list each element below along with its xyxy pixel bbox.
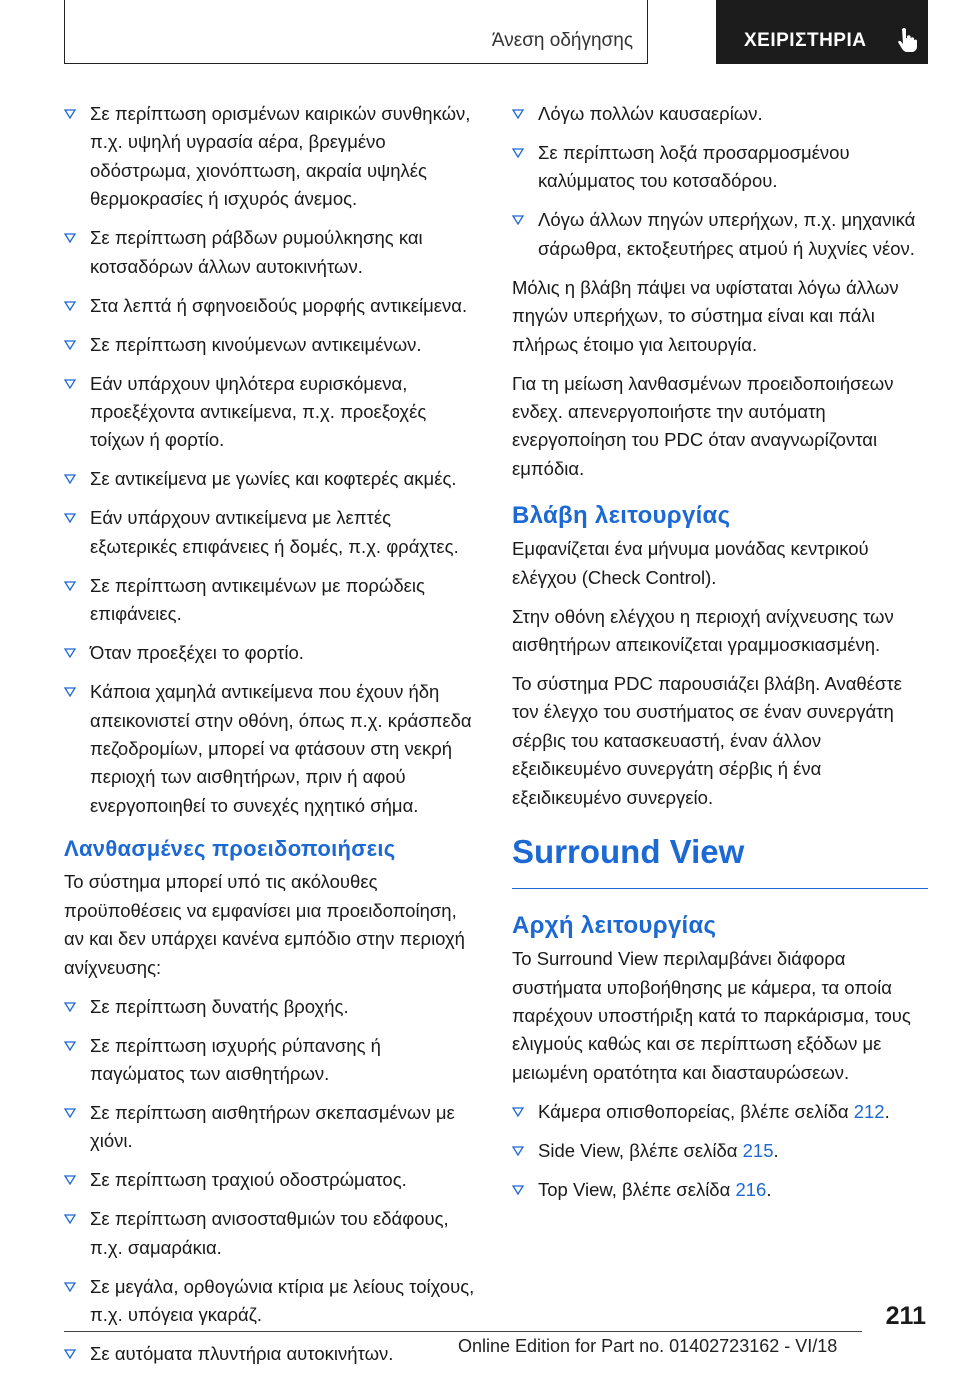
triangle-bullet-icon (64, 1108, 76, 1118)
false-warnings-intro: Το σύστημα μπορεί υπό τις ακόλουθες προϋποθέσεις να εμφανίσει μια προειδοποίηση, αν και δεν υπάρχει κανένα εμπόδιο στην περιοχή ανίχνευσης: (64, 871, 465, 978)
list-item (64, 465, 476, 493)
reference-end: . (773, 1139, 779, 1161)
triangle-bullet-icon (512, 109, 524, 119)
page-number: 211 (885, 1302, 926, 1330)
list-item (64, 224, 476, 281)
principle-paragraph: Το Surround View περιλαμβάνει διάφορα συστήματα υποβοήθησης με κάμερα, τα οποία παρέχουν υποστήριξη κατά το παρκάρισμα, τους ελιγμούς καθώς και σε περίπτωση εξόδων με μειωμένη ορατότητα και διασταυρώσεων. (512, 948, 911, 1083)
edition-note: Online Edition for Part no. 01402723162 - VI/18 (454, 1336, 841, 1357)
list-item-text: Στα λεπτά ή σφηνοειδούς μορφής αντικείμενα. (90, 294, 468, 316)
list-item (512, 139, 928, 196)
false-warnings-list (64, 993, 476, 1369)
triangle-bullet-icon (64, 474, 76, 484)
list-item (64, 572, 476, 629)
reference-text: Κάμερα οπισθοπορείας, βλέπε σελίδα (538, 1100, 854, 1122)
list-item-text: Σε περίπτωση δυνατής βροχής. (90, 995, 349, 1017)
triangle-bullet-icon (512, 215, 524, 225)
triangle-bullet-icon (64, 1349, 76, 1359)
list-item (512, 206, 928, 263)
reference-end: . (766, 1178, 772, 1200)
list-item-text: Εάν υπάρχουν ψηλότερα ευρισκόμενα, προεξέχοντα αντικείμενα, π.χ. προεξοχές τοίχων ή φορτίο. (90, 372, 427, 451)
list-item (64, 100, 476, 214)
list-item (64, 1099, 476, 1156)
page-link[interactable]: 216 (735, 1178, 767, 1200)
pointing-hand-icon (894, 26, 920, 52)
triangle-bullet-icon (64, 1214, 76, 1224)
triangle-bullet-icon (64, 1282, 76, 1292)
list-item-text: Λόγω άλλων πηγών υπερήχων, π.χ. μηχανικά σάρωθρα, εκτοξευτήρες ατμού ή λυχνίες νέον. (538, 209, 916, 259)
reference-item (512, 1098, 928, 1126)
list-item (64, 1340, 476, 1368)
list-item (64, 1166, 476, 1194)
surround-view-title: Surround View (512, 830, 928, 889)
list-item (64, 292, 476, 320)
triangle-bullet-icon (64, 301, 76, 311)
triangle-bullet-icon (64, 687, 76, 697)
reference-item (512, 1176, 928, 1204)
left-column (64, 100, 476, 1379)
list-item-text: Σε περίπτωση τραχιού οδοστρώματος. (90, 1169, 407, 1191)
header-section-tab (716, 0, 928, 64)
right-column (512, 100, 928, 1215)
reference-item (512, 1137, 928, 1165)
triangle-bullet-icon (64, 109, 76, 119)
list-item-text: Σε αντικείμενα με γωνίες και κοφτερές ακμές. (90, 468, 457, 490)
list-item-text: Σε περίπτωση αισθητήρων σκεπασμένων με χιόνι. (90, 1101, 455, 1152)
list-item-text: Κάποια χαμηλά αντικείμενα που έχουν ήδη απεικονιστεί στην οθόνη, όπως π.χ. κράσπεδα πεζοδρομίων, μπορεί να φτάσουν στη νεκρή περιοχή των αισθητήρων, πριν ή αφού ενεργοποιηθεί το συνεχές ηχητικό σήμα. (90, 681, 472, 816)
list-item-text: Σε περίπτωση αντικειμένων με πορώδεις επιφάνειες. (90, 574, 425, 625)
triangle-bullet-icon (512, 1185, 524, 1195)
list-item-text: Σε περίπτωση ορισμένων καιρικών συνθηκών, π.χ. υψηλή υγρασία αέρα, βρεγμένο οδόστρωμα, χιονόπτωση, ακραία υψηλές θερμοκρασίες ή ισχυρός άνεμος. (90, 103, 471, 210)
triangle-bullet-icon (64, 379, 76, 389)
triangle-bullet-icon (64, 1175, 76, 1185)
page-link[interactable]: 212 (853, 1100, 885, 1122)
list-item (64, 370, 476, 455)
list-item-text: Σε αυτόματα πλυντήρια αυτοκινήτων. (90, 1343, 394, 1365)
malfunction-heading: Βλάβη λειτουργίας (512, 502, 731, 530)
triangle-bullet-icon (64, 513, 76, 523)
section-title: ΧΕΙΡΙΣΤΗΡΙΑ (744, 30, 867, 51)
list-item (64, 331, 476, 359)
list-item (64, 993, 476, 1021)
malfunction-display: Στην οθόνη ελέγχου η περιοχή ανίχνευσης των αισθητήρων απεικονίζεται γραμμοσκιασμένη. (512, 605, 894, 656)
triangle-bullet-icon (64, 648, 76, 658)
triangle-bullet-icon (64, 340, 76, 350)
reference-text: Side View, βλέπε σελίδα (538, 1139, 743, 1161)
list-item-text: Εάν υπάρχουν αντικείμενα με λεπτές εξωτερικές επιφάνειες ή δομές, π.χ. φράχτες. (90, 507, 459, 557)
list-item (64, 1205, 476, 1262)
paragraph-recovery: Μόλις η βλάβη πάψει να υφίσταται λόγω άλλων πηγών υπερήχων, το σύστημα είναι και πάλι πλήρως έτοιμο για λειτουργία. (512, 276, 899, 355)
triangle-bullet-icon (64, 1002, 76, 1012)
footer-divider (64, 1331, 862, 1332)
header-chapter-box (64, 0, 648, 64)
triangle-bullet-icon (64, 581, 76, 591)
triangle-bullet-icon (512, 1107, 524, 1117)
list-item (512, 100, 928, 128)
list-item-text: Σε περίπτωση κινούμενων αντικειμένων. (90, 333, 422, 355)
reference-end: . (884, 1100, 890, 1122)
list-item-text: Σε περίπτωση ανισοσταθμιών του εδάφους, π.χ. σαμαράκια. (90, 1208, 449, 1258)
list-item (64, 678, 476, 820)
ultrasound-sources-list (512, 100, 928, 263)
list-item (64, 1032, 476, 1089)
page-references-list (512, 1098, 928, 1204)
principle-heading: Αρχή λειτουργίας (512, 912, 717, 940)
conditions-list (64, 100, 476, 820)
list-item-text: Λόγω πολλών καυσαερίων. (538, 103, 763, 124)
list-item-text: Σε περίπτωση ισχυρής ρύπανσης ή παγώματος των αισθητήρων. (90, 1034, 381, 1084)
triangle-bullet-icon (64, 1041, 76, 1051)
paragraph-reduce-warnings: Για τη μείωση λανθασμένων προειδοποιήσεων ενδεχ. απενεργοποιήστε την αυτόματη ενεργοποίηση του PDC όταν αναγνωρίζονται εμπόδια. (512, 372, 894, 479)
triangle-bullet-icon (512, 1146, 524, 1156)
list-item (64, 504, 476, 561)
reference-text: Top View, βλέπε σελίδα (538, 1178, 736, 1200)
list-item-text: Σε περίπτωση λοξά προσαρμοσμένου καλύμματος του κοτσαδόρου. (538, 142, 850, 192)
list-item (64, 639, 476, 667)
malfunction-service: Το σύστημα PDC παρουσιάζει βλάβη. Αναθέστε τον έλεγχο του συστήματος σε έναν συνεργάτη σέρβις του κατασκευαστή, έναν άλλον εξειδικευμένο συνεργάτη σέρβις ή ένα εξειδικευμένο συνεργείο. (512, 673, 902, 808)
false-warnings-heading: Λανθασμένες προειδοποιήσεις (64, 836, 396, 862)
chapter-title: Άνεση οδήγησης (491, 30, 633, 51)
list-item (64, 1273, 476, 1330)
triangle-bullet-icon (64, 233, 76, 243)
triangle-bullet-icon (512, 148, 524, 158)
list-item-text: Σε περίπτωση ράβδων ρυμούλκησης και κοτσαδόρων άλλων αυτοκινήτων. (90, 227, 423, 277)
list-item-text: Όταν προεξέχει το φορτίο. (90, 642, 304, 664)
list-item-text: Σε μεγάλα, ορθογώνια κτίρια με λείους τοίχους, π.χ. υπόγεια γκαράζ. (90, 1275, 475, 1326)
malfunction-message: Εμφανίζεται ένα μήνυμα μονάδας κεντρικού ελέγχου (Check Control). (512, 538, 869, 588)
page-link[interactable]: 215 (742, 1139, 774, 1161)
